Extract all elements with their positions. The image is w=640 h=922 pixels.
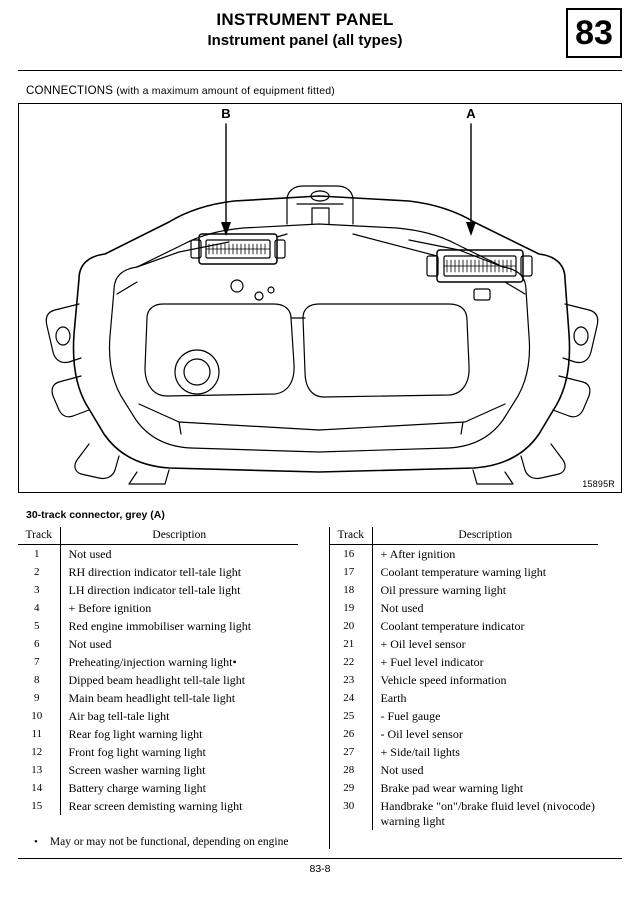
track-number: 26 bbox=[330, 725, 372, 743]
footnote-marker: • bbox=[34, 836, 38, 848]
table-row bbox=[330, 563, 598, 581]
footnote bbox=[34, 836, 640, 848]
table-row bbox=[330, 653, 598, 671]
table-row bbox=[330, 635, 598, 653]
page-title: INSTRUMENT PANEL bbox=[216, 10, 394, 29]
table-row bbox=[18, 581, 298, 599]
track-description: Handbrake "on"/brake fluid level (nivocode) warning light bbox=[380, 798, 595, 828]
track-description: Red engine immobiliser warning light bbox=[68, 618, 252, 633]
track-description: Not used bbox=[380, 600, 424, 615]
figure-label-a: A bbox=[466, 106, 476, 121]
track-description: Rear fog light warning light bbox=[68, 726, 203, 741]
track-description: Not used bbox=[380, 762, 424, 777]
table-row bbox=[330, 581, 598, 599]
table-row bbox=[18, 689, 298, 707]
table-row bbox=[330, 743, 598, 761]
table-row bbox=[18, 761, 298, 779]
footer-divider bbox=[18, 858, 622, 859]
track-description: Earth bbox=[380, 690, 407, 705]
track-number: 14 bbox=[18, 779, 60, 797]
figure-code: 15895R bbox=[582, 479, 615, 489]
track-number: 30 bbox=[330, 797, 372, 830]
track-description: + Before ignition bbox=[68, 600, 152, 615]
table-row bbox=[18, 779, 298, 797]
table-row bbox=[18, 743, 298, 761]
table-row bbox=[330, 599, 598, 617]
connections-caption-rest: (with a maximum amount of equipment fitted) bbox=[113, 85, 335, 97]
header-description: Description bbox=[60, 527, 298, 545]
track-number: 7 bbox=[18, 653, 60, 671]
table-row bbox=[330, 779, 598, 797]
table-row bbox=[18, 617, 298, 635]
track-description: Not used bbox=[68, 546, 112, 561]
track-description: Screen washer warning light bbox=[68, 762, 206, 777]
connections-caption bbox=[26, 85, 640, 97]
table-row bbox=[18, 797, 298, 815]
table-row bbox=[330, 761, 598, 779]
table-header-row bbox=[330, 527, 598, 545]
figure-label-b: B bbox=[221, 106, 231, 121]
table-row bbox=[330, 725, 598, 743]
track-number: 15 bbox=[18, 797, 60, 815]
track-description: - Oil level sensor bbox=[380, 726, 463, 741]
header-description: Description bbox=[372, 527, 598, 545]
track-number: 19 bbox=[330, 599, 372, 617]
track-number: 11 bbox=[18, 725, 60, 743]
track-number: 27 bbox=[330, 743, 372, 761]
track-description: Main beam headlight tell-tale light bbox=[68, 690, 236, 705]
table-header-row bbox=[18, 527, 298, 545]
track-description: Vehicle speed information bbox=[380, 672, 507, 687]
track-number: 25 bbox=[330, 707, 372, 725]
table-row bbox=[18, 635, 298, 653]
track-description: + Fuel level indicator bbox=[380, 654, 484, 669]
header-track: Track bbox=[330, 527, 372, 545]
track-table-left bbox=[18, 527, 308, 830]
track-number: 21 bbox=[330, 635, 372, 653]
track-description: Brake pad wear warning light bbox=[380, 780, 524, 795]
table-row bbox=[18, 563, 298, 581]
header-divider bbox=[18, 70, 622, 71]
table-row bbox=[330, 797, 598, 830]
track-number: 4 bbox=[18, 599, 60, 617]
track-description: Dipped beam headlight tell-tale light bbox=[68, 672, 246, 687]
chapter-number-box: 83 bbox=[566, 8, 622, 58]
track-number: 18 bbox=[330, 581, 372, 599]
connections-caption-lead: CONNECTIONS bbox=[26, 85, 114, 97]
header-titles bbox=[0, 10, 640, 51]
track-tables bbox=[18, 527, 622, 830]
track-number: 6 bbox=[18, 635, 60, 653]
instrument-panel-drawing bbox=[19, 104, 623, 490]
table-row bbox=[18, 545, 298, 564]
track-description: Air bag tell-tale light bbox=[68, 708, 170, 723]
connector-table-caption: 30-track connector, grey (A) bbox=[26, 509, 165, 521]
track-table-right bbox=[308, 527, 598, 830]
track-number: 1 bbox=[18, 545, 60, 564]
table-row bbox=[330, 689, 598, 707]
track-number: 9 bbox=[18, 689, 60, 707]
track-number: 28 bbox=[330, 761, 372, 779]
instrument-panel-figure bbox=[18, 103, 622, 493]
track-description: RH direction indicator tell-tale light bbox=[68, 564, 242, 579]
track-number: 20 bbox=[330, 617, 372, 635]
track-description: Coolant temperature indicator bbox=[380, 618, 525, 633]
page-subtitle: Instrument panel (all types) bbox=[207, 32, 403, 49]
table-row bbox=[330, 671, 598, 689]
track-number: 8 bbox=[18, 671, 60, 689]
track-description: Oil pressure warning light bbox=[380, 582, 507, 597]
track-description: + Oil level sensor bbox=[380, 636, 466, 651]
track-description: + Side/tail lights bbox=[380, 744, 460, 759]
track-number: 16 bbox=[330, 545, 372, 564]
track-number: 5 bbox=[18, 617, 60, 635]
track-description: Coolant temperature warning light bbox=[380, 564, 547, 579]
track-number: 24 bbox=[330, 689, 372, 707]
track-description: Front fog light warning light bbox=[68, 744, 206, 759]
track-description: Rear screen demisting warning light bbox=[68, 798, 243, 813]
track-description: Preheating/injection warning light• bbox=[68, 654, 237, 669]
table-row bbox=[330, 617, 598, 635]
table-row bbox=[18, 671, 298, 689]
track-description: Not used bbox=[68, 636, 112, 651]
track-number: 2 bbox=[18, 563, 60, 581]
track-description: + After ignition bbox=[380, 546, 456, 561]
header-track: Track bbox=[18, 527, 60, 545]
track-description: LH direction indicator tell-tale light bbox=[68, 582, 241, 597]
track-number: 3 bbox=[18, 581, 60, 599]
track-number: 29 bbox=[330, 779, 372, 797]
table-row bbox=[18, 707, 298, 725]
track-number: 23 bbox=[330, 671, 372, 689]
table-row bbox=[18, 599, 298, 617]
track-number: 17 bbox=[330, 563, 372, 581]
track-number: 13 bbox=[18, 761, 60, 779]
table-row bbox=[18, 653, 298, 671]
track-number: 12 bbox=[18, 743, 60, 761]
page-header bbox=[0, 0, 640, 66]
footnote-text: May or may not be functional, depending on engine bbox=[49, 836, 289, 848]
page-number: 83-8 bbox=[309, 863, 331, 875]
track-description: - Fuel gauge bbox=[380, 708, 441, 723]
track-description: Battery charge warning light bbox=[68, 780, 206, 795]
track-number: 10 bbox=[18, 707, 60, 725]
table-row bbox=[330, 707, 598, 725]
track-number: 22 bbox=[330, 653, 372, 671]
table-row bbox=[18, 725, 298, 743]
table-row bbox=[330, 545, 598, 564]
